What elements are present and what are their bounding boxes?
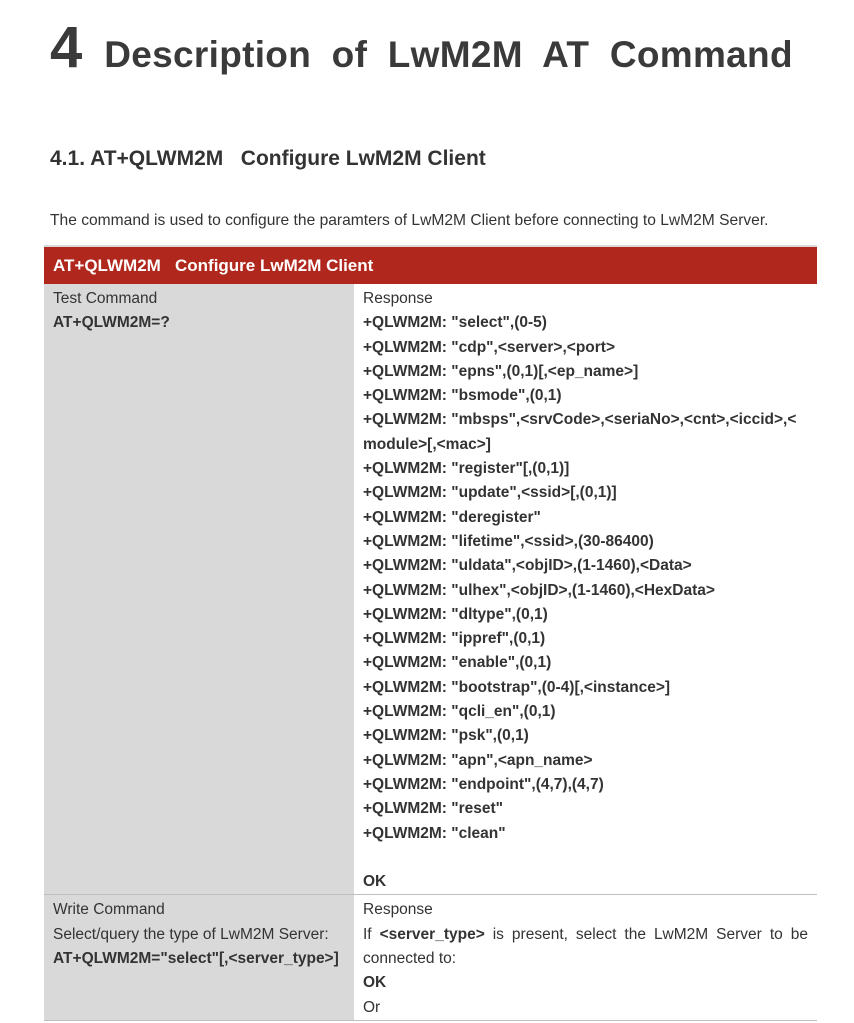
chapter-number: 4 — [50, 15, 83, 80]
write-command-description: Select/query the type of LwM2M Server: — [53, 925, 329, 943]
response-line: +QLWM2M: "clean" — [363, 824, 506, 842]
test-command-syntax: AT+QLWM2M=? — [53, 314, 170, 332]
server-type-param: <server_type> — [379, 925, 485, 943]
response-line: +QLWM2M: "enable",(0,1) — [363, 654, 552, 672]
response-line: +QLWM2M: "bsmode",(0,1) — [363, 387, 562, 405]
chapter-heading — [50, 14, 793, 81]
response-line: +QLWM2M: "epns",(0,1)[,<ep_name>] — [363, 362, 639, 380]
response-line: +QLWM2M: "qcli_en",(0,1) — [363, 703, 556, 721]
rest-text: is present, select the LwM2M Server to be connected to: — [363, 925, 808, 968]
response-line: +QLWM2M: "update",<ssid>[,(0,1)] — [363, 484, 617, 502]
table-row-test — [44, 284, 817, 895]
write-command-label: Write Command — [53, 901, 165, 919]
test-command-cell — [44, 284, 354, 895]
section-heading: 4.1. AT+QLWM2M Configure LwM2M Client — [50, 147, 486, 170]
response-line: +QLWM2M: "endpoint",(4,7),(4,7) — [363, 775, 604, 793]
test-response-ok: OK — [363, 873, 387, 891]
command-table — [44, 245, 817, 1021]
response-line: +QLWM2M: "select",(0-5) — [363, 314, 547, 332]
response-line: +QLWM2M: "ulhex",<objID>,(1-1460),<HexData> — [363, 581, 715, 599]
write-response-text — [363, 923, 808, 972]
response-line: +QLWM2M: "mbsps",<srvCode>,<seriaNo>,<cnt>,<iccid>,<module>[,<mac>] — [363, 411, 797, 453]
chapter-title: Description of LwM2M AT Command — [104, 34, 793, 75]
table-row-write — [44, 895, 817, 1020]
response-line: +QLWM2M: "register"[,(0,1)] — [363, 460, 570, 478]
test-response-lines — [363, 311, 808, 846]
test-response-cell — [354, 284, 817, 895]
table-header: AT+QLWM2M Configure LwM2M Client — [44, 246, 817, 284]
response-line: +QLWM2M: "apn",<apn_name> — [363, 751, 593, 769]
write-response-cell — [354, 895, 817, 1020]
response-line: +QLWM2M: "lifetime",<ssid>,(30-86400) — [363, 532, 654, 550]
test-response-label: Response — [363, 290, 433, 307]
response-line: +QLWM2M: "psk",(0,1) — [363, 727, 529, 745]
response-line: +QLWM2M: "uldata",<objID>,(1-1460),<Data> — [363, 557, 692, 575]
write-command-cell — [44, 895, 354, 1020]
test-command-label: Test Command — [53, 290, 158, 307]
response-line: +QLWM2M: "dltype",(0,1) — [363, 605, 548, 623]
write-response-label: Response — [363, 901, 433, 919]
if-text: If — [363, 925, 380, 943]
response-line: +QLWM2M: "cdp",<server>,<port> — [363, 338, 616, 356]
write-response-or: Or — [363, 998, 381, 1016]
response-line: +QLWM2M: "bootstrap",(0-4)[,<instance>] — [363, 678, 671, 696]
blank-line — [363, 846, 808, 870]
response-line: +QLWM2M: "ippref",(0,1) — [363, 630, 546, 648]
intro-paragraph: The command is used to configure the paramters of LwM2M Client before connecting to LwM2M Server. — [50, 212, 769, 229]
response-line: +QLWM2M: "reset" — [363, 800, 504, 818]
response-line: +QLWM2M: "deregister" — [363, 508, 541, 526]
write-response-ok: OK — [363, 974, 387, 992]
write-command-syntax: AT+QLWM2M="select"[,<server_type>] — [53, 950, 339, 968]
